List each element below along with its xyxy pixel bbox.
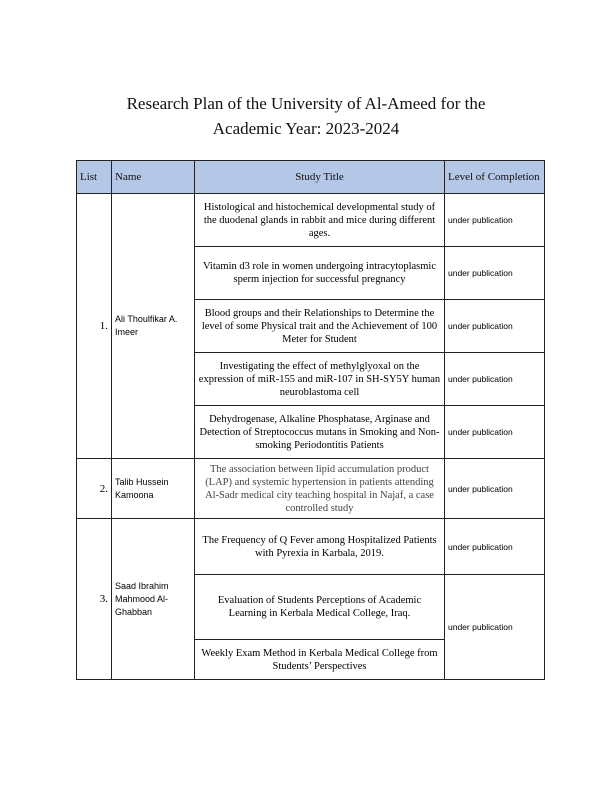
row-number: 1. [77,194,112,459]
study-title: Weekly Exam Method in Kerbala Medical College from Students’ Perspectives [195,640,445,680]
row-number: 3. [77,519,112,680]
study-title: The Frequency of Q Fever among Hospitalized Patients with Pyrexia in Karbala, 2019. [195,519,445,575]
study-title: Histological and histochemical developmental study of the duodenal glands in rabbit and mice during different ages. [195,194,445,247]
researcher-name: Ali Thoulfikar A. Imeer [112,194,195,459]
completion-status: under publication [445,406,545,459]
completion-status: under publication [445,459,545,519]
header-study-title: Study Title [195,161,445,194]
header-level-of-completion: Level of Completion [445,161,545,194]
table-row [77,194,545,247]
study-title: Blood groups and their Relationships to Determine the level of some Physical trait and the Achievement of 100 Meter for Student [195,300,445,353]
research-plan-table [76,160,545,680]
table-row [77,519,545,575]
study-title: Investigating the effect of methylglyoxal on the expression of miR-155 and miR-107 in SH-SY5Y human neuroblastoma cell [195,353,445,406]
table-row [77,459,545,519]
study-title: The association between lipid accumulation product (LAP) and systemic hypertension in patients attending Al-Sadr medical city teaching hospital in Najaf, a case controlled study [195,459,445,519]
study-title: Dehydrogenase, Alkaline Phosphatase, Arginase and Detection of Streptococcus mutans in Smoking and Non-smoking Periodontitis Patients [195,406,445,459]
study-title: Vitamin d3 role in women undergoing intracytoplasmic sperm injection for successful pregnancy [195,247,445,300]
completion-status: under publication [445,247,545,300]
completion-status: under publication [445,519,545,575]
study-title: Evaluation of Students Perceptions of Academic Learning in Kerbala Medical College, Iraq. [195,575,445,640]
researcher-name: Talib Hussein Kamoona [112,459,195,519]
researcher-name: Saad Ibrahim Mahmood Al-Ghabban [112,519,195,680]
page-title-line-1: Research Plan of the University of Al-Ameed for the [126,94,486,113]
header-name: Name [112,161,195,194]
table-header-row [77,161,545,194]
page-title [60,91,552,141]
row-number: 2. [77,459,112,519]
header-list: List [77,161,112,194]
completion-status: under publication [445,353,545,406]
completion-status: under publication [445,300,545,353]
completion-status: under publication [445,194,545,247]
completion-status: under publication [445,575,545,680]
page-title-line-2: Academic Year: 2023-2024 [212,119,400,138]
